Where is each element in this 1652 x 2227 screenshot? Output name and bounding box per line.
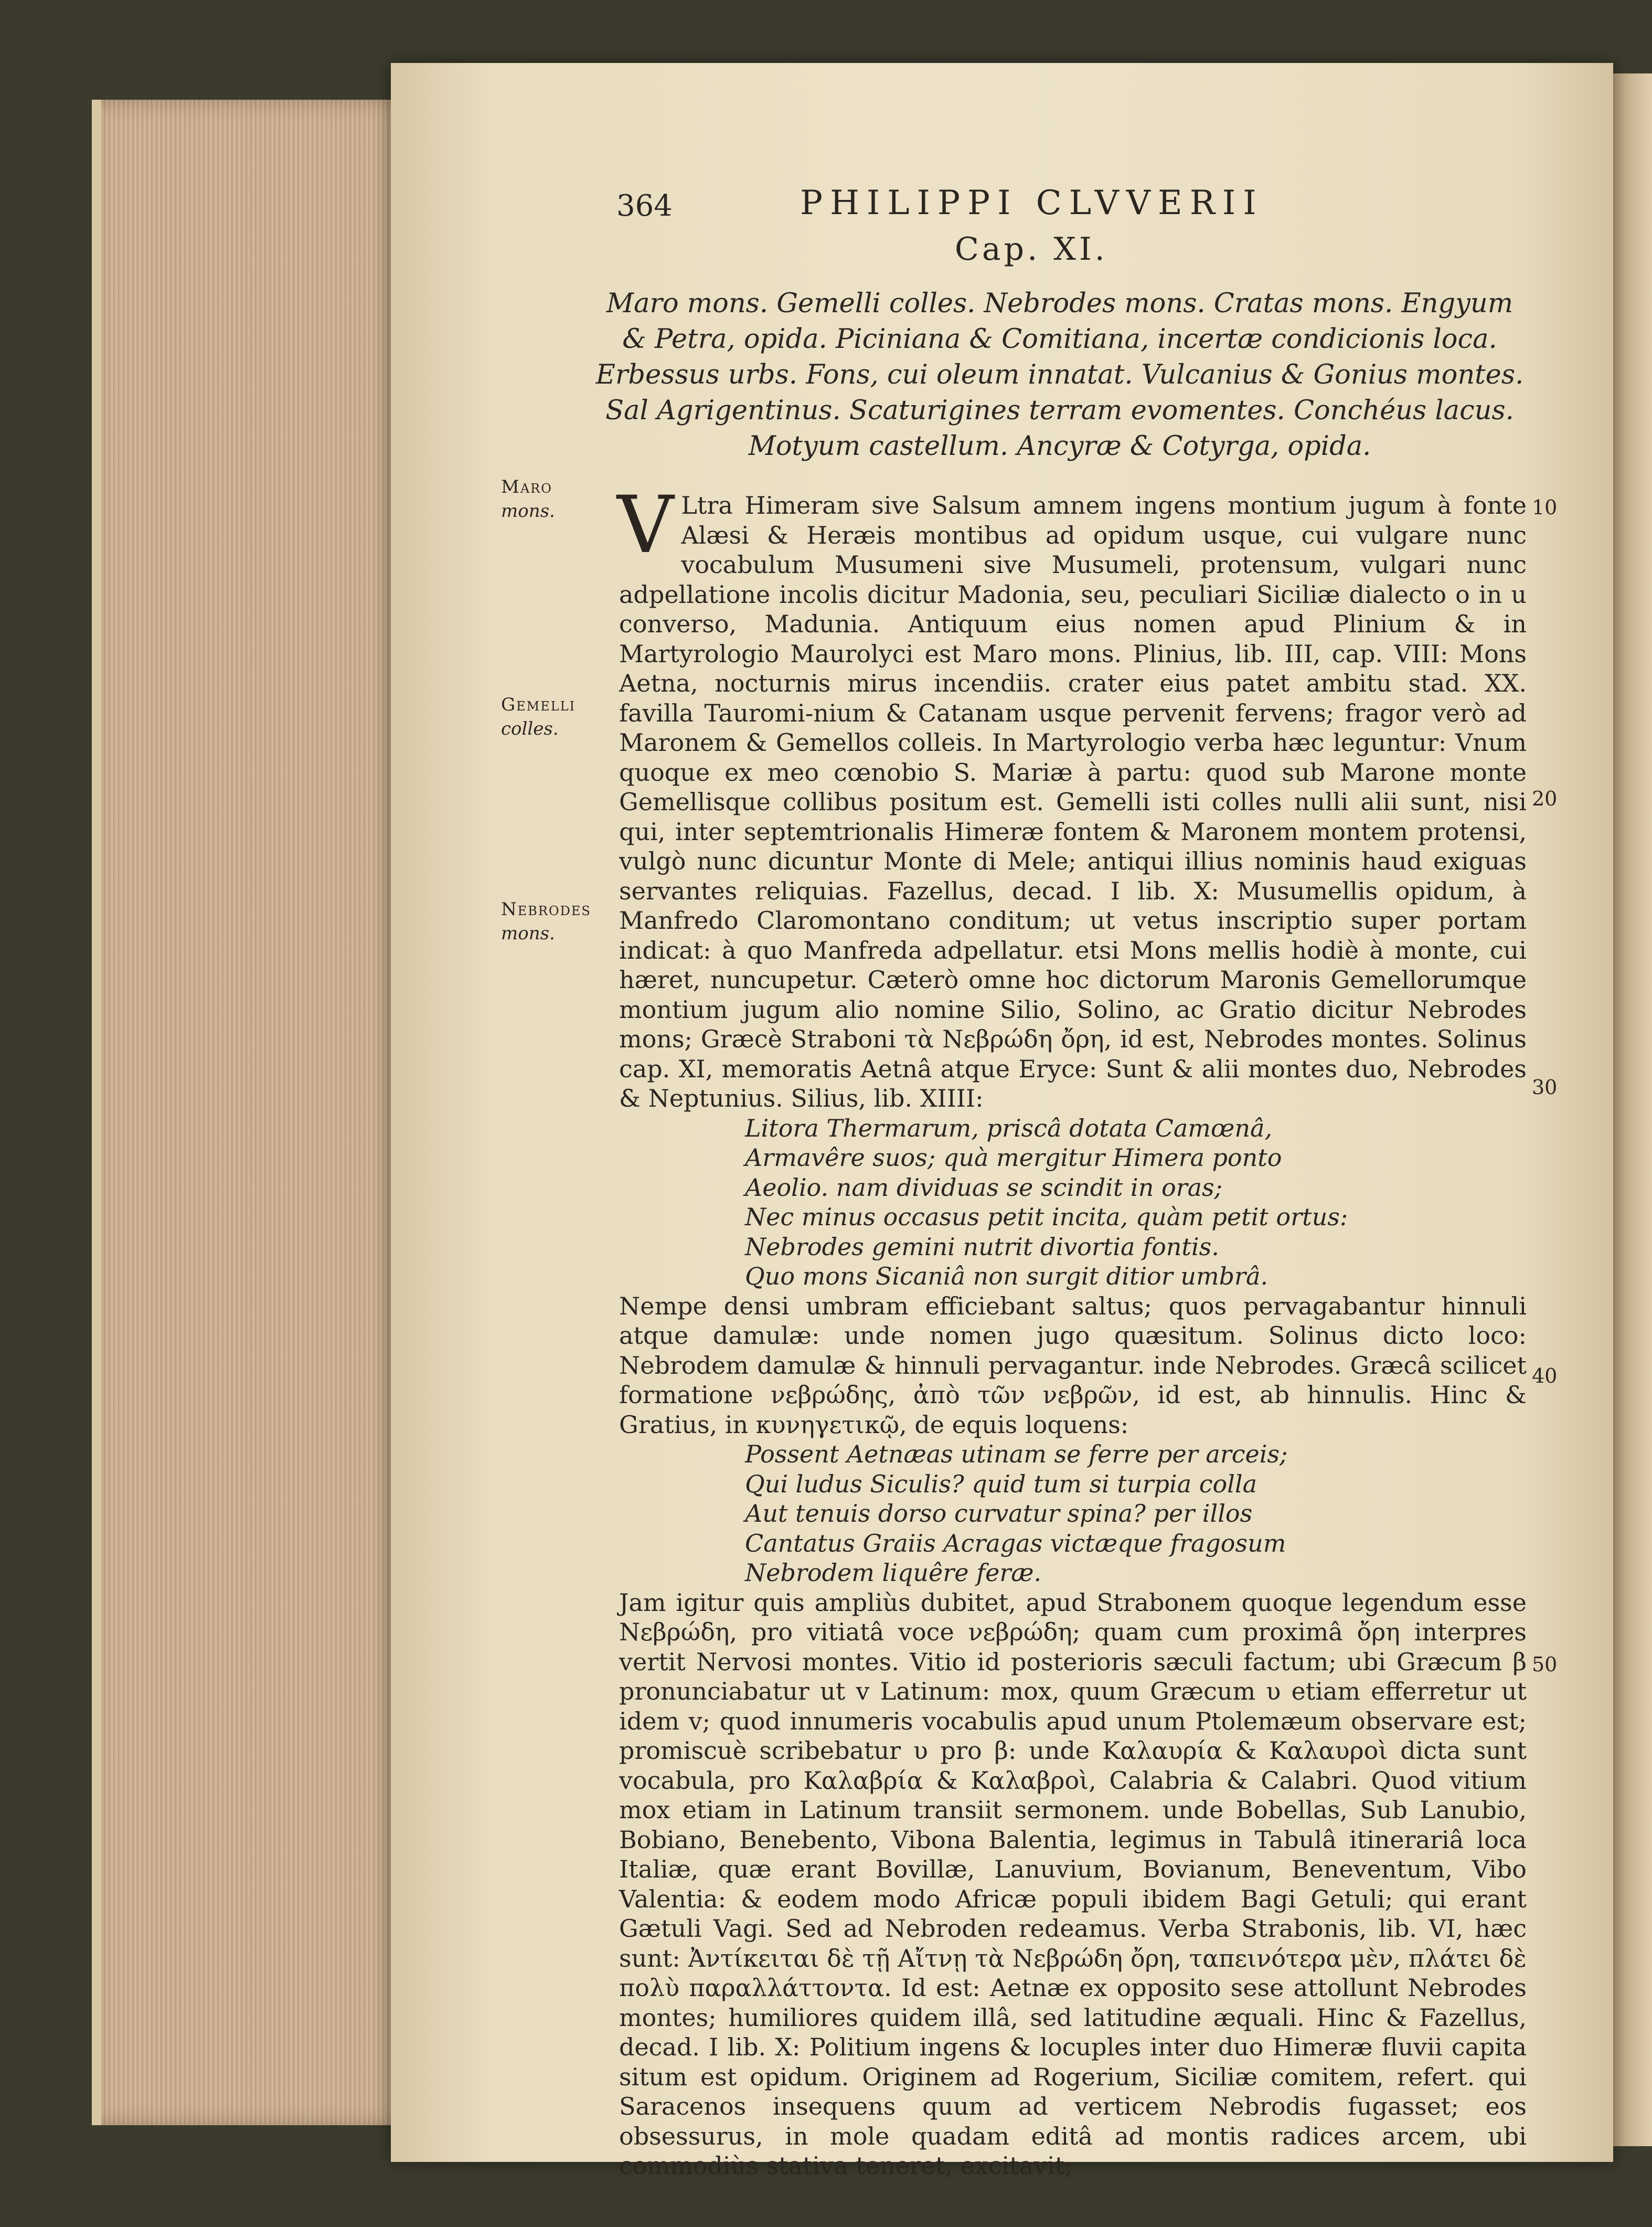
verse-line: Nebrodem liquêre feræ. [745, 1558, 1042, 1587]
line-number: 20 [1532, 787, 1558, 810]
verse-block-silius [619, 1114, 1527, 1291]
verse-line: Qui ludus Siculis? quid tum si turpia colla [745, 1469, 1257, 1498]
verse-line: Quo mons Sicaniâ non surgit ditior umbrâ. [745, 1262, 1269, 1290]
line-number: 50 [1532, 1653, 1558, 1676]
chapter-label: Cap. XI. [955, 231, 1108, 268]
margin-note-sub: colles. [501, 718, 559, 739]
line-number: 40 [1532, 1364, 1558, 1387]
margin-note-maro [501, 475, 616, 523]
verse-block-gratius [619, 1439, 1527, 1588]
paragraph-1 [617, 480, 1527, 1114]
paragraph-3: Jam igitur quis ampliùs dubitet, apud Strabonem quoque legendum esse Νεβρώδη, pro vitiatâ voce νεβρώδη; quam cum proximâ ὄρη interpres vertit Nervosi montes. Vitio id posterioris sæculi factum; ubi Græcum β pronunciabatur ut v Latinum: mox, quum Græcum υ etiam efferretur ut idem v; quod innumeris vocabulis apud unum Ptolemæum observare est; promiscuè scribebatur υ pro β: unde Καλαυρία & Καλαυροὶ dicta sunt vocabula, pro Καλαβρία & Καλαβροὶ, Calabria & Calabri. Quod vitium mox etiam in Latinum transiit sermonem. unde Bobellas, Sub Lanubio, Bobiano, Benebento, Vibona Balentia, legimus in Tabulâ itinerariâ loca Italiæ, quæ erant Bovillæ, Lanuvium, Bovianum, Beneventum, Vibo Valentia: & eodem modo Africæ populi ibidem Bagi Getuli; qui erant Gætuli Vagi. Sed ad Nebroden redeamus. Verba Strabonis, lib. VI, hæc sunt: Ἀντίκειται δὲ τῇ Αἴτνῃ τὰ Νεβρώδη ὄρη, ταπεινότερα μὲν, πλάτει δὲ πολὺ παραλλάττοντα. Id est: Aetnæ ex opposito sese attollunt Nebrodes montes; humiliores quidem illâ, sed latitudine æquali. Hinc & Fazellus, decad. I lib. X: Politium ingens & locuples inter duo Himeræ fluvii capita situm est opidum. Originem ad Rogerium, Siciliæ comitem, refert. qui Saracenos insequens quum ad verticem Nebrodis fugasset; eos obsessurus, in mole quadam editâ ad montis radices arcem, ubi commodiùs stativa teneret, excitavit; [619, 1588, 1527, 2180]
verse-line: Armavêre suos; quà mergitur Himera ponto [745, 1143, 1282, 1172]
body-text [617, 480, 1527, 2181]
verse-line: Nebrodes gemini nutrit divortia fontis. [745, 1232, 1219, 1261]
margin-note-gemelli [501, 693, 616, 741]
paragraph-2: Nempe densi umbram efficiebant saltus; quos pervagabantur hinnuli atque damulæ: unde nomen jugo quæsitum. Solinus dicto loco: Nebrodem damulæ & hinnuli pervagantur. inde Nebrodes. Græcâ scilicet formatione νεβρώδης, ἀπὸ τῶν νεβρῶν, id est, ab hinnulis. Hinc & Gratius, in κυνηγετικῷ, de equis loquens: [619, 1291, 1527, 1439]
line-number: 10 [1532, 496, 1558, 519]
margin-note-sub: mons. [501, 501, 555, 522]
margin-note-nebrodes [501, 897, 616, 946]
verse-line: Nec minus occasus petit incita, quàm petit ortus: [745, 1203, 1348, 1231]
page-edges [92, 100, 406, 2125]
verse-line: Litora Thermarum, priscâ dotata Camœnâ, [745, 1114, 1273, 1142]
margin-note-sub: mons. [501, 923, 555, 944]
verse-line: Possent Aetnæas utinam se ferre per arceis; [745, 1440, 1288, 1468]
facing-page-edge [1613, 73, 1652, 2146]
line-number: 30 [1532, 1076, 1558, 1099]
running-title: PHILIPPI CLVVERII [800, 184, 1264, 222]
verse-line: Aut tenuis dorso curvatur spina? per illos [745, 1499, 1253, 1528]
margin-note-title: Maro [501, 476, 552, 497]
chapter-summary: Maro mons. Gemelli colles. Nebrodes mons. Cratas mons. Engyum & Petra, opida. Piciniana & Comitiana, incertæ condicionis loca. Erbessus urbs. Fons, cui oleum innatat. Vulcanius & Gonius montes. Sal Agrigentinus. Scaturigines terram evomentes. Conchéus lacus. Motyum castellum. Ancyræ & Cotyrga, opida. [595, 288, 1524, 462]
margin-note-title: Nebrodes [501, 899, 591, 920]
verse-line: Aeolio. nam dividuas se scindit in oras; [745, 1173, 1223, 1202]
paragraph-text: Ltra Himeram sive Salsum amnem ingens montium jugum à fonte Alæsi & Heræis montibus ad opidum usque, cui vulgare nunc vocabulum Musumeni sive Musumeli, protensum, vulgari nunc adpellatione incolis dicitur Madonia, seu, peculiari Siciliæ dialecto o in u converso, Madunia. Antiquum eius nomen apud Plinium & in Martyrologio Maurolyci est Maro mons. Plinius, lib. III, cap. VIII: Mons Aetna, nocturnis mirus incendiis. crater eius patet ambitu stad. XX. favilla Tauromi-nium & Catanam usque pervenit fervens; fragor verò ad Maronem & Gemellos colleis. In Martyrologio verba hæc leguntur: Vnum quoque ex meo cœnobio S. Mariæ à partu: quod sub Marone monte Gemellisque collibus positum est. Gemelli isti colles nulli alii sunt, nisi qui, inter septemtrionalis Himeræ fontem & Maronem montem protensi, vulgò nunc dicuntur Monte di Mele; antiqui illius nominis haud exiguas servantes reliquias. Fazellus, decad. I lib. X: Musumellis opidum, à Manfredo Claromontano conditum; ut vetus inscriptio super portam indicat: à quo Manfreda adpellatur. etsi Mons mellis hodiè à monte, cui hæret, nuncupetur. Cæterò omne hoc dictorum Maronis Gemellorumque montium jugum alio nomine Silio, Solino, ac Gratio dicitur Nebrodes mons; Græcè Straboni τὰ Νεβρώδη ὄρη, id est, Nebrodes montes. Solinus cap. XI, memoratis Aetnâ atque Eryce: Sunt & alii montes duo, Nebrodes & Neptunius. Silius, lib. XIIII: [619, 491, 1527, 1112]
margin-note-title: Gemelli [501, 694, 576, 715]
page-number: 364 [616, 189, 673, 223]
drop-cap: V [617, 480, 674, 571]
verse-line: Cantatus Graiis Acragas victæque fragosum [745, 1529, 1286, 1557]
